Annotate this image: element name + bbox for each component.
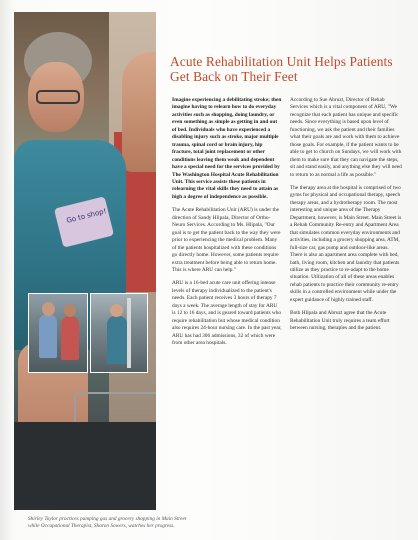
- article-paragraph: According to Sue Abruzt, Director of Rehab Services which is a vital component of ARU, "We recognize that each patient has unique and specific needs. Since everything is based upon level of functioning, we ask the patient and their families what their goals are and work with them to achieve those goals. For example, if the patient wants to be able to get to church on Sundays, we will work with them to make sure that they can navigate the steps, sit and stand easily, and anything else they will need to return to as normal a life as possible.": [290, 97, 402, 178]
- article-paragraph: ARU is a 16-bed acute care unit offering intense levels of therapy individualized to the patient's needs. Each patient receives 3 hours of therapy 7 days a week. The average length of stay for ARU is 12 to 16 days, and is geared toward patients who require rehabilitation but whose medical condition also requires 24-hour nursing care. In the past year, ARU has had 306 admissions, 32 of which were from other area hospitals.: [172, 280, 282, 347]
- photo-caption: Shirley Taylor practices pumping gas and grocery shopping in Main Street while Occupational Therapist, Sharon Sowers, watches her progress.: [28, 516, 187, 530]
- article-column-left: [172, 97, 282, 354]
- inset-photo-right: [90, 293, 148, 373]
- shirt-patch-text: Go to shop!: [65, 207, 108, 225]
- article-lead-paragraph: Imagine experiencing a debilitating stroke; then imagine having to relearn how to do everyday activities such as shopping, doing laundry, or even something as simple as getting in and out of bed. Individuals who have experienced a disabling injury such as stroke, major multiple trauma, spinal cord or brain injury, hip fracture, total joint replacement or other conditions leaving them weak and dependent have a special need for the services provided by The Washington Hospital Acute Rehabilitation Unit. This service assists these patients in relearning the vital skills they need to attain as high a degree of independence as possible.: [172, 97, 282, 200]
- article-paragraph: Both Hlipala and Abruzt agree that the Acute Rehabilitation Unit truly requires a team effort between nursing, therapies and the patient.: [290, 310, 390, 332]
- inset-photo-left: [28, 293, 88, 373]
- article-column-right: [290, 97, 402, 339]
- article-title: Acute Rehabilitation Unit Helps Patients Get Back on Their Feet: [170, 54, 393, 84]
- article-paragraph: The Acute Rehabilitation Unit (ARU) is under the direction of Sandy Hlipala, Director of Ortho-Neuro Services. According to Ms. Hlipala, "Our goal is to get the patient back to the way they were prior to experiencing the medical problem. Many of the patients hospitalized with these conditions go directly home. However, some patients require extra treatment before being able to return home. This is where ARU can help.": [172, 207, 281, 273]
- main-photo: [14, 12, 156, 510]
- article-paragraph: The therapy area at the hospital is comprised of two gyms for physical and occupational therapy, speech therapy areas, and a hydrotherapy room. The most interesting and unique area of the Therapy Department, however, is Main Street. Main Street is a Rehab Community Re-entry and Apartment Area that simulates common everyday environments and activities, including a grocery shopping area, ATM, full-size car, gas pump and outdoor-like areas. There is also an apartment area complete with bed, bath, living room, kitchen and laundry that patients utilize as they practice to re-adapt to the home situation. Utilization of all of these areas enables rehab patients to practice their community re-entry skills in a controlled environment while under the expert guidance of highly trained staff.: [290, 184, 402, 303]
